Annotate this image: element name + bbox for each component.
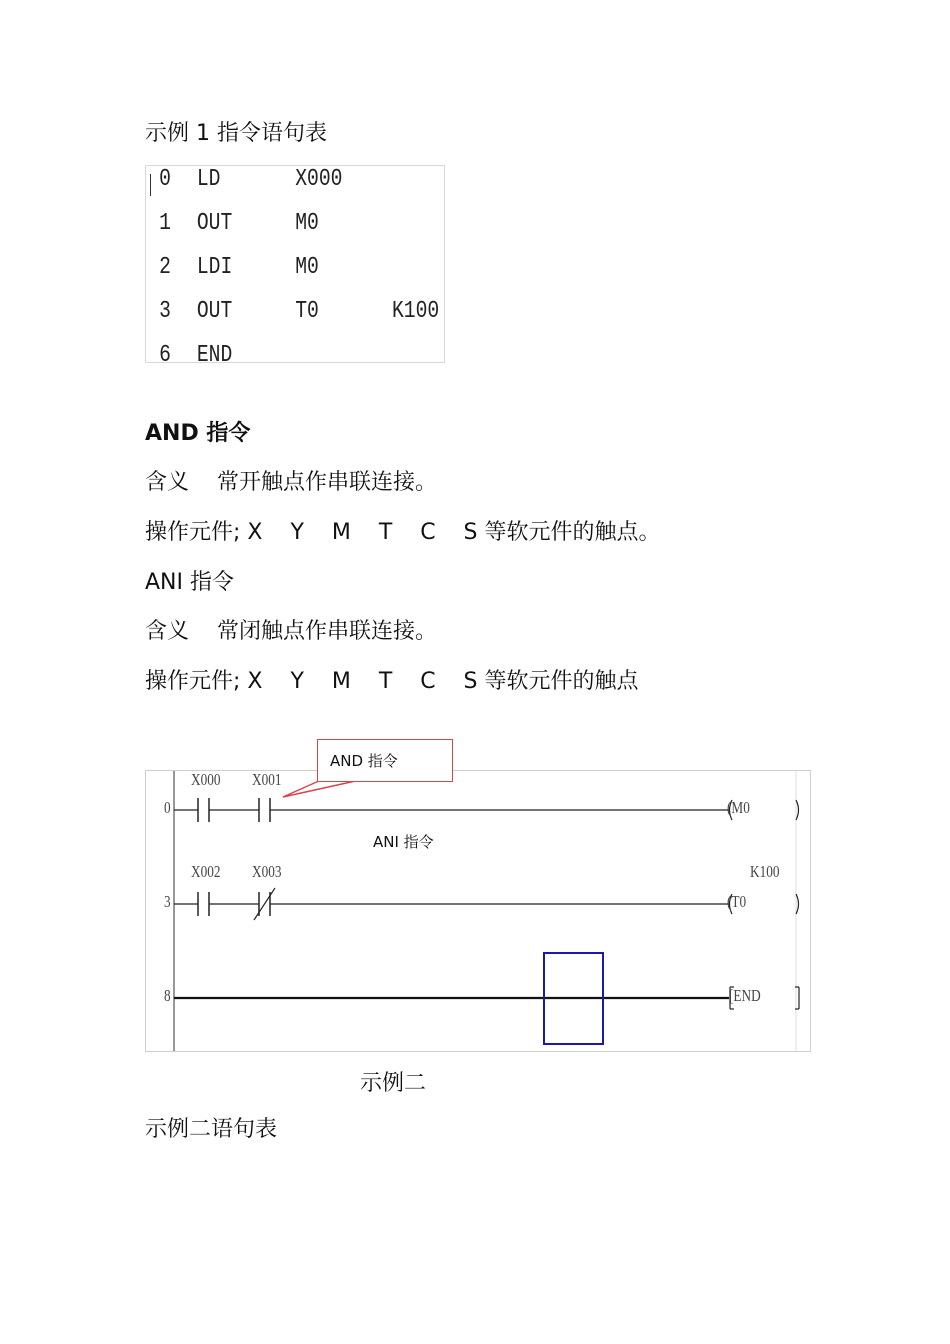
instruction: END — [196, 342, 233, 369]
and-title: AND 指令 — [145, 421, 251, 446]
stl-row — [146, 342, 390, 372]
stl-row — [146, 166, 390, 196]
statement-list-table-1 — [145, 165, 445, 369]
operand: M0 — [295, 210, 319, 237]
rung-8 — [174, 987, 799, 1009]
and-meaning: 含义 常开触点作串联连接。 — [145, 470, 437, 495]
step-number: 2 — [159, 254, 171, 281]
stl-row — [146, 298, 440, 328]
step-number: 6 — [159, 342, 171, 369]
ani-title: ANI 指令 — [145, 570, 234, 595]
contact-label: X003 — [252, 862, 282, 881]
example2-stl-heading: 示例二语句表 — [145, 1117, 278, 1142]
ladder-diagram — [145, 770, 811, 1052]
ani-note: ANI 指令 — [373, 833, 434, 851]
instruction: OUT — [196, 210, 233, 237]
step-number: 8 — [164, 986, 171, 1005]
example2-caption: 示例二 — [360, 1071, 427, 1096]
contact-label: X000 — [191, 770, 221, 789]
and-callout — [317, 739, 453, 782]
ani-operands: 操作元件; X Y M T C S 等软元件的触点 — [145, 669, 639, 694]
stl-row — [146, 210, 390, 240]
contact-label: X002 — [191, 862, 221, 881]
coil-label: [END — [729, 986, 761, 1005]
and-operands: 操作元件; X Y M T C S 等软元件的触点。 — [145, 520, 661, 545]
step-number: 0 — [159, 166, 171, 193]
step-number: 0 — [164, 798, 171, 817]
rung-3 — [174, 888, 799, 920]
rung-0 — [174, 798, 799, 822]
coil-label: (M0 — [727, 798, 750, 817]
example1-heading: 示例 1 指令语句表 — [145, 121, 327, 146]
constant: K100 — [392, 298, 440, 325]
operand: T0 — [295, 298, 319, 325]
callout-text: AND 指令 — [330, 752, 398, 770]
instruction: OUT — [196, 298, 233, 325]
operand: X000 — [295, 166, 343, 193]
ladder-lines — [146, 771, 810, 1051]
contact-label: X001 — [252, 770, 282, 789]
instruction: LD — [196, 166, 221, 193]
instruction: LDI — [196, 254, 233, 281]
coil-label: (T0 — [727, 892, 747, 911]
ani-meaning: 含义 常闭触点作串联连接。 — [145, 619, 437, 644]
step-number: 3 — [164, 892, 171, 911]
callout-pointer — [283, 780, 360, 797]
stl-row — [146, 254, 390, 284]
step-number: 1 — [159, 210, 171, 237]
coil-param: K100 — [750, 862, 780, 881]
step-number: 3 — [159, 298, 171, 325]
operand: M0 — [295, 254, 319, 281]
